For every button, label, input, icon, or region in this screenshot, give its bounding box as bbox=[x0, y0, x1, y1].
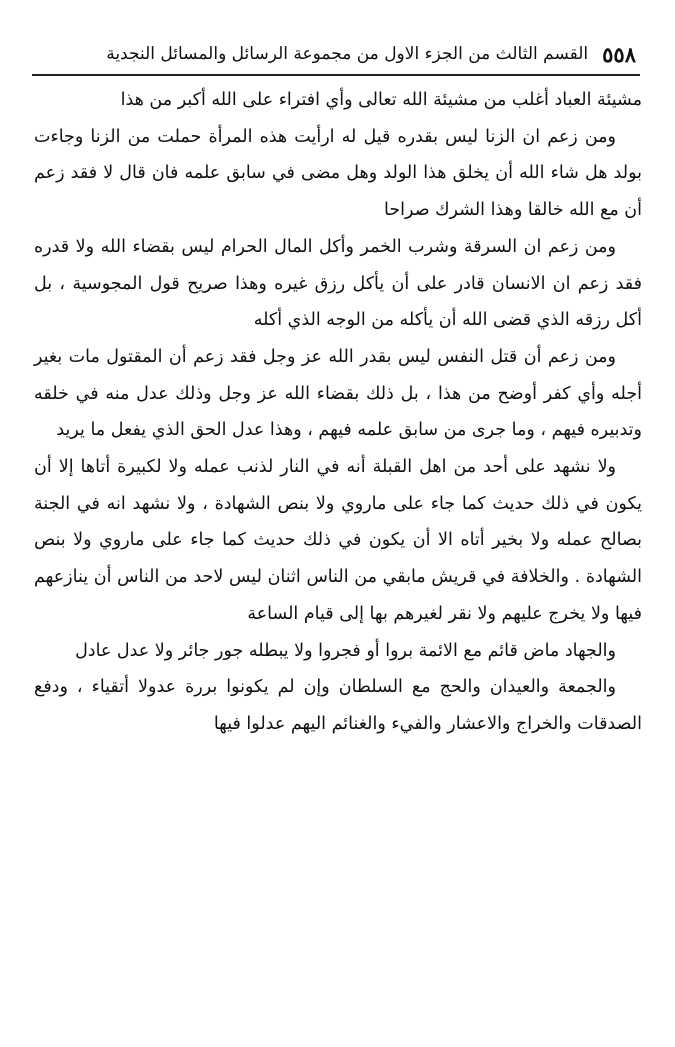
paragraph: ولا نشهد على أحد من اهل القبلة أنه في النار لذنب عمله ولا لكبيرة أتاها إلا أن يكون في ذلك حديث كما جاء على ماروي ولا بنص الشهادة ، ولا نشهد انه في الجنة بصالح عمله ولا بخير أتاه الا أن يكون في ذلك حديث كما جاء على ماروي ولا بنص الشهادة . والخلافة في قريش مابقي من الناس اثنان ليس لاحد من الناس أن ينازعهم فيها ولا يخرج عليهم ولا نقر لغيرهم بها إلى قيام الساعة bbox=[34, 457, 642, 624]
paragraph: ومن زعم أن قتل النفس ليس بقدر الله عز وجل فقد زعم أن المقتول مات بغير أجله وأي كفر أوضح من هذا ، بل ذلك بقضاء الله عز وجل وذلك عدل منه في خلقه وتدبيره فيهم ، وما جرى من سابق علمه فيهم ، وهذا عدل الحق الذي يفعل ما يريد bbox=[34, 346, 642, 441]
page-number: ٥٥٨ bbox=[602, 41, 636, 67]
page-header bbox=[36, 34, 636, 74]
header-divider bbox=[32, 74, 640, 76]
paragraph: ومن زعم ان الزنا ليس بقدره قيل له ارأيت هذه المرأة حملت من الزنا وجاءت بولد هل شاء الله أن يخلق هذا الولد وهل مضى في سابق علمه فان قال لا فقد زعم أن مع الله خالقا وهذا الشرك صراحا bbox=[34, 126, 642, 221]
body-text bbox=[34, 82, 642, 743]
paragraph: والجهاد ماض قائم مع الائمة بروا أو فجروا ولا يبطله جور جائر ولا عدل عادل bbox=[75, 640, 616, 661]
paragraph: ومن زعم ان السرقة وشرب الخمر وأكل المال الحرام ليس بقضاء الله ولا قدره فقد زعم ان الانسان قادر على أن يأكل رزق غيره وهذا صريح قول المجوسية ، بل أكل رزقه الذي قضى الله أن يأكله من الوجه الذي أكله bbox=[34, 236, 642, 331]
paragraph: مشيئة العباد أغلب من مشيئة الله تعالى وأي افتراء على الله أكبر من هذا bbox=[120, 90, 642, 110]
paragraph: والجمعة والعيدان والحج مع السلطان وإن لم يكونوا بررة عدولا أتقياء ، ودفع الصدقات والخراج والاعشار والفيء والغنائم اليهم عدلوا فيها bbox=[34, 677, 642, 734]
running-title: القسم الثالث من الجزء الاول من مجموعة الرسائل والمسائل النجدية bbox=[106, 44, 589, 64]
